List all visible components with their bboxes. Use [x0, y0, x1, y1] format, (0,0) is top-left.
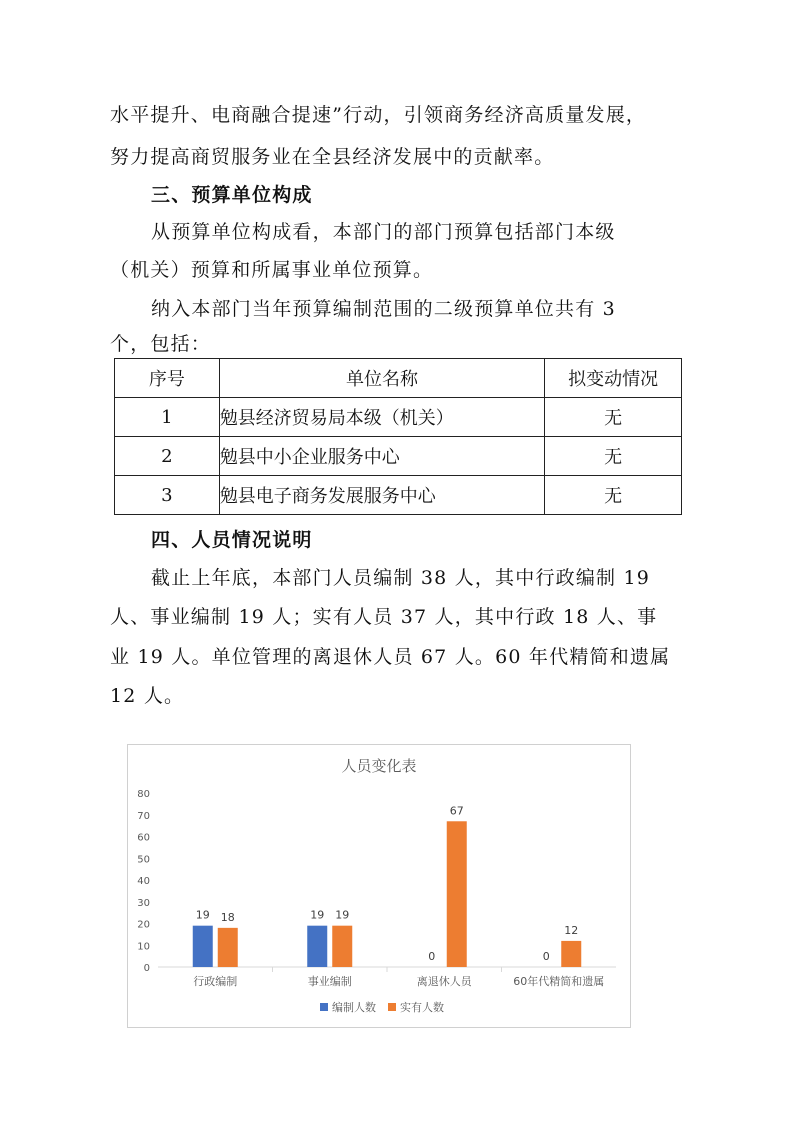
bar — [561, 941, 581, 967]
data-label: 12 — [564, 923, 579, 937]
paragraph-line: 人、事业编制 19 人；实有人员 37 人，其中行政 18 人、事 — [110, 606, 658, 628]
table-row — [115, 437, 682, 476]
y-tick-label: 20 — [137, 919, 150, 931]
table-header-row — [115, 359, 682, 398]
table-cell: 1 — [115, 398, 220, 437]
legend-label: 编制人数 — [332, 1001, 376, 1014]
section-heading-4: 四、人员情况说明 — [151, 529, 313, 551]
paragraph-line: 12 人。 — [110, 685, 185, 707]
legend-label: 实有人数 — [400, 1001, 444, 1014]
table-cell: 无 — [545, 476, 682, 515]
paragraph-line: 个，包括： — [110, 333, 212, 355]
data-label: 0 — [428, 950, 436, 963]
table-cell: 勉县中小企业服务中心 — [219, 437, 544, 476]
data-label: 67 — [449, 804, 464, 818]
column-header: 拟变动情况 — [545, 359, 682, 398]
y-tick-label: 80 — [137, 789, 150, 800]
data-label: 0 — [542, 950, 550, 963]
paragraph-line: 纳入本部门当年预算编制范围的二级预算单位共有 3 — [151, 298, 616, 320]
paragraph-line: 从预算单位构成看，本部门的部门预算包括部门本级 — [151, 221, 616, 243]
budget-units-table — [114, 358, 682, 515]
table-cell: 无 — [545, 437, 682, 476]
table-cell: 3 — [115, 476, 220, 515]
bar — [332, 926, 352, 967]
personnel-chart — [127, 744, 631, 1028]
table-cell: 勉县经济贸易局本级（机关） — [219, 398, 544, 437]
section-heading-3: 三、预算单位构成 — [151, 184, 313, 206]
paragraph-line: 水平提升、电商融合提速”行动，引领商务经济高质量发展， — [110, 104, 647, 126]
bar — [307, 926, 327, 967]
y-tick-label: 50 — [137, 854, 150, 866]
table-cell: 无 — [545, 398, 682, 437]
paragraph-line: （机关）预算和所属事业单位预算。 — [110, 259, 434, 281]
data-label: 18 — [220, 910, 235, 924]
y-tick-label: 10 — [137, 941, 150, 953]
y-tick-label: 70 — [137, 810, 150, 822]
y-tick-label: 40 — [137, 876, 150, 887]
bar — [193, 926, 213, 967]
x-tick-label: 行政编制 — [193, 975, 238, 988]
data-label: 19 — [310, 908, 325, 922]
table-row — [115, 398, 682, 437]
x-tick-label: 60年代精简和遗属 — [513, 975, 605, 988]
chart-svg — [128, 745, 630, 1027]
data-label: 19 — [195, 908, 210, 922]
chart-title: 人员变化表 — [341, 757, 417, 775]
paragraph-line: 截止上年底，本部门人员编制 38 人，其中行政编制 19 — [151, 567, 651, 589]
paragraph-line: 努力提高商贸服务业在全县经济发展中的贡献率。 — [110, 146, 555, 168]
column-header: 单位名称 — [219, 359, 544, 398]
x-tick-label: 离退休人员 — [416, 975, 472, 988]
table-cell: 2 — [115, 437, 220, 476]
bar — [218, 928, 238, 967]
column-header: 序号 — [115, 359, 220, 398]
table-row — [115, 476, 682, 515]
legend-swatch — [388, 1003, 396, 1011]
bar — [447, 821, 467, 967]
paragraph-line: 业 19 人。单位管理的离退休人员 67 人。60 年代精简和遗属 — [110, 646, 671, 668]
y-tick-label: 0 — [143, 963, 150, 974]
y-tick-label: 60 — [137, 832, 150, 844]
y-tick-label: 30 — [137, 897, 150, 909]
table-cell: 勉县电子商务发展服务中心 — [219, 476, 544, 515]
data-label: 19 — [335, 908, 350, 922]
legend-swatch — [320, 1003, 328, 1011]
x-tick-label: 事业编制 — [307, 975, 352, 988]
